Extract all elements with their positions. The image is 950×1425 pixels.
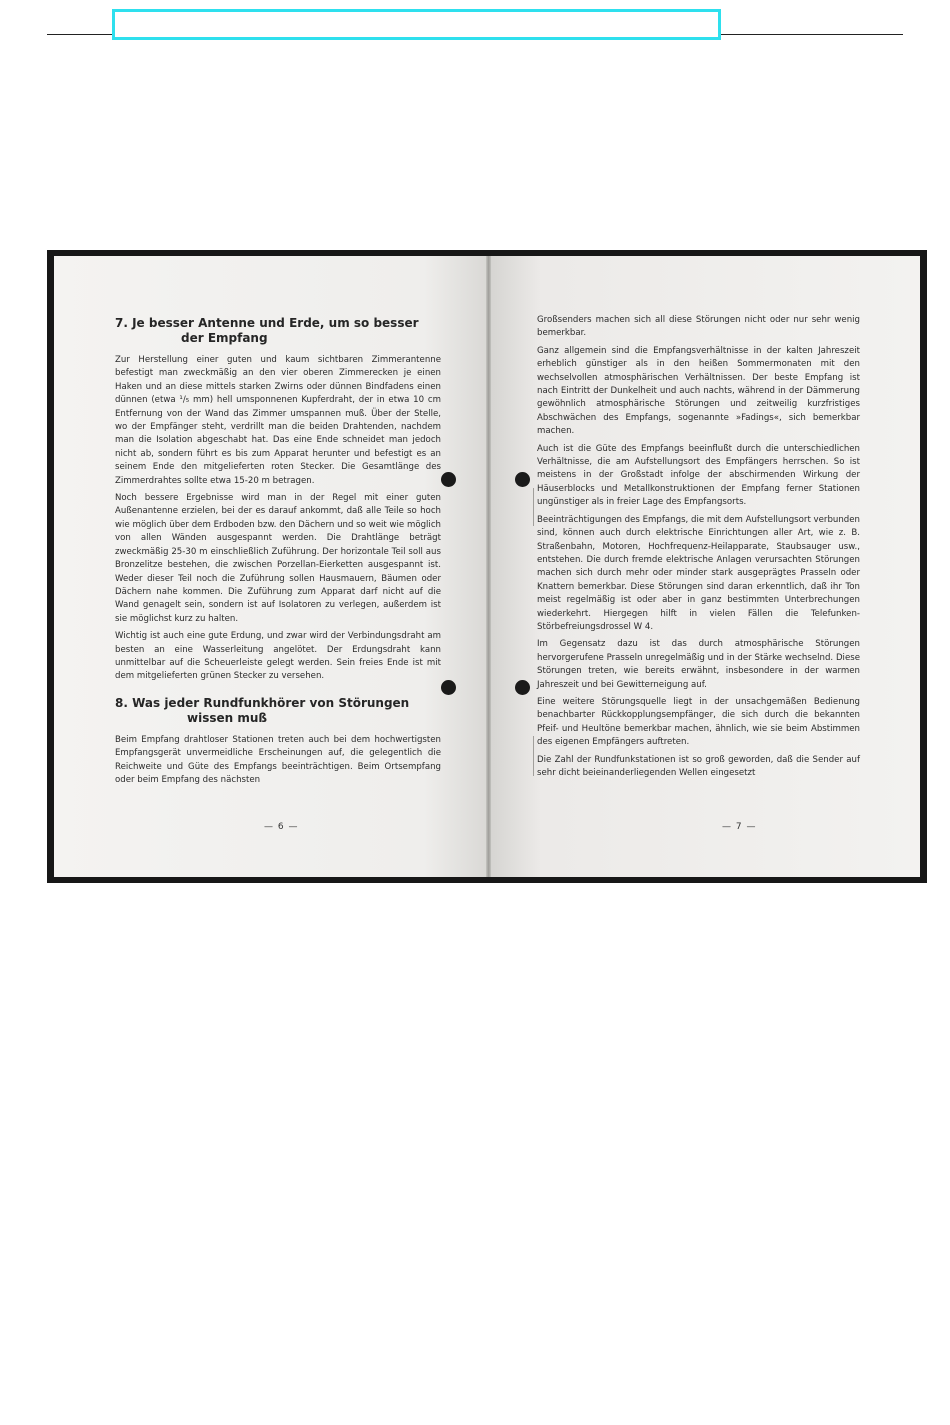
paragraph: Beeinträchtigungen des Empfangs, die mit dem Aufstellungsort verbunden sind, können auch durch elektrische Einrichtungen aller Art, wie z. B. Straßenbahn, Motoren, Hochfrequenz-Heilapparate, Staubsauger usw., entstehen. Die durch fremde elektrische Anlagen verursachten Störungen machen sich durch mehr oder minder stark ausgeprägtes Prasseln oder Knattern bemerkbar. Diese Störungen sind daran erkenntlich, daß ihr Ton meist regelmäßig ist oder aber in ganz bestimmten Unterbrechungen wiederkehrt. Hiergegen hilft in vielen Fällen die Telefunken-Störbefreiungsdrossel W 4. bbox=[537, 514, 860, 632]
paragraph: Die Zahl der Rundfunkstationen ist so groß geworden, daß die Sender auf sehr dicht beieinanderliegenden Wellen eingesetzt bbox=[537, 754, 860, 778]
paragraph: Ganz allgemein sind die Empfangsverhältnisse in der kalten Jahreszeit erheblich günstiger als in den heißen Sommermonaten mit den wechselvollen atmosphärischen Verhältnissen. Der beste Empfang ist nach Eintritt der Dunkelheit und auch nachts, während in der Dämmerung gewöhnlich atmosphärische Störungen und zeitweilig kurzfristiges Abschwächen des Empfangs, sogenannte »Fadings«, sich bemerkbar machen. bbox=[537, 345, 860, 437]
paragraph: Auch ist die Güte des Empfangs beeinflußt durch die unterschiedlichen Verhältnisse, die am Aufstellungsort des Empfängers herrschen. So ist meistens in der Großstadt infolge der abschirmenden Wirkung der Häuserblocks und Metallkonstruktionen der Empfang ferner Stationen ungünstiger als in freier Lage des Empfangsorts. bbox=[537, 443, 860, 508]
header-highlight-box bbox=[112, 9, 721, 40]
left-page bbox=[54, 256, 489, 877]
right-page-text bbox=[537, 314, 860, 784]
section-8-heading-line2: wissen muß bbox=[187, 710, 268, 725]
paragraph: Beim Empfang drahtloser Stationen treten auch bei dem hochwertigsten Empfangsgerät unvermeidliche Erscheinungen auf, die gelegentlich die Reichweite und Güte des Empfangs beeinträchtigen. Beim Ortsempfang oder beim Empfang des nächsten bbox=[115, 734, 441, 785]
paragraph: Noch bessere Ergebnisse wird man in der Regel mit einer guten Außenantenne erzielen, bei der es darauf ankommt, daß alle Teile so hoch wie möglich über dem Erdboden bzw. den Dächern und so weit wie möglich von allen Wänden ausgespannt werden. Die Drahtlänge beträgt zweckmäßig 25-30 m einschließlich Zuführung. Der horizontale Teil soll aus Bronzelitze bestehen, die zwischen Porzellan-Eierketten ausgespannt ist. Weder dieser Teil noch die Zuführung sollen Hausmauern, Bäumen oder Dächern nahe kommen. Die Zuführung zum Apparat darf nicht auf die Wand genagelt sein, sondern ist auf Isolatoren zu verlegen, außerdem ist sie möglichst kurz zu halten. bbox=[115, 493, 441, 624]
section-8-heading-line1: 8. Was jeder Rundfunkhörer von Störungen bbox=[115, 695, 410, 710]
section-7-heading bbox=[115, 316, 441, 346]
paragraph: Großsenders machen sich all diese Störungen nicht oder nur sehr wenig bemerkbar. bbox=[537, 315, 860, 339]
section-7-heading-line2: der Empfang bbox=[181, 331, 268, 345]
paragraph: Im Gegensatz dazu ist das durch atmosphärische Störungen hervorgerufene Prasseln unregelmäßig und in der Stärke wechselnd. Diese Störungen treten, wie bereits erwähnt, insbesondere in der warmen Jahreszeit und bei Gewitterneigung auf. bbox=[537, 639, 860, 690]
staple-mark bbox=[533, 488, 534, 526]
punch-hole bbox=[515, 472, 530, 487]
punch-hole bbox=[441, 680, 456, 695]
punch-hole bbox=[515, 680, 530, 695]
paragraph: Zur Herstellung einer guten und kaum sichtbaren Zimmerantenne befestigt man zweckmäßig an den vier oberen Zimmerecken je einen Haken und an diese mittels starken Zwirns oder dünnen Bindfadens einen dünnen (etwa ¹/₅ mm) hell umsponnenen Kupferdraht, der in etwa 10 cm Entfernung von der Wand das Zimmer umspannen muß. Über der Stelle, wo der Empfänger steht, verdrillt man die beiden Drahtenden, nachdem man die Isolation abgeschabt hat. Das eine Ende schneidet man jedoch nicht ab, sondern führt es bis zum Apparat herunter und befestigt es an seinem Ende den mitgelieferten roten Stecker. Die Gesamtlänge des Zimmerdrahtes sollte etwa 15-20 m betragen. bbox=[115, 355, 441, 486]
section-8-heading bbox=[115, 696, 441, 726]
paragraph: Wichtig ist auch eine gute Erdung, und zwar wird der Verbindungsdraht am besten an eine Wasserleitung angelötet. Der Erdungsdraht kann unmittelbar auf die Scheuerleiste gelegt werden. Sein freies Ende ist mit dem mitgelieferten grünen Stecker zu versehen. bbox=[115, 631, 441, 682]
right-page bbox=[489, 256, 920, 877]
section-7-heading-line1: 7. Je besser Antenne und Erde, um so besser bbox=[115, 316, 419, 330]
page-number: — 7 — bbox=[722, 822, 757, 832]
scanned-booklet-spread bbox=[47, 250, 927, 883]
book-gutter bbox=[486, 256, 491, 877]
left-page-text bbox=[115, 314, 441, 791]
punch-hole bbox=[441, 472, 456, 487]
staple-mark bbox=[533, 736, 534, 776]
page-number: — 6 — bbox=[264, 822, 299, 832]
paragraph: Eine weitere Störungsquelle liegt in der unsachgemäßen Bedienung benachbarter Rückkopplungsempfänger, die sich durch die bekannten Pfeif- und Heultöne bemerkbar machen, ähnlich, wie sie beim Abstimmen des eigenen Empfängers auftreten. bbox=[537, 696, 860, 748]
